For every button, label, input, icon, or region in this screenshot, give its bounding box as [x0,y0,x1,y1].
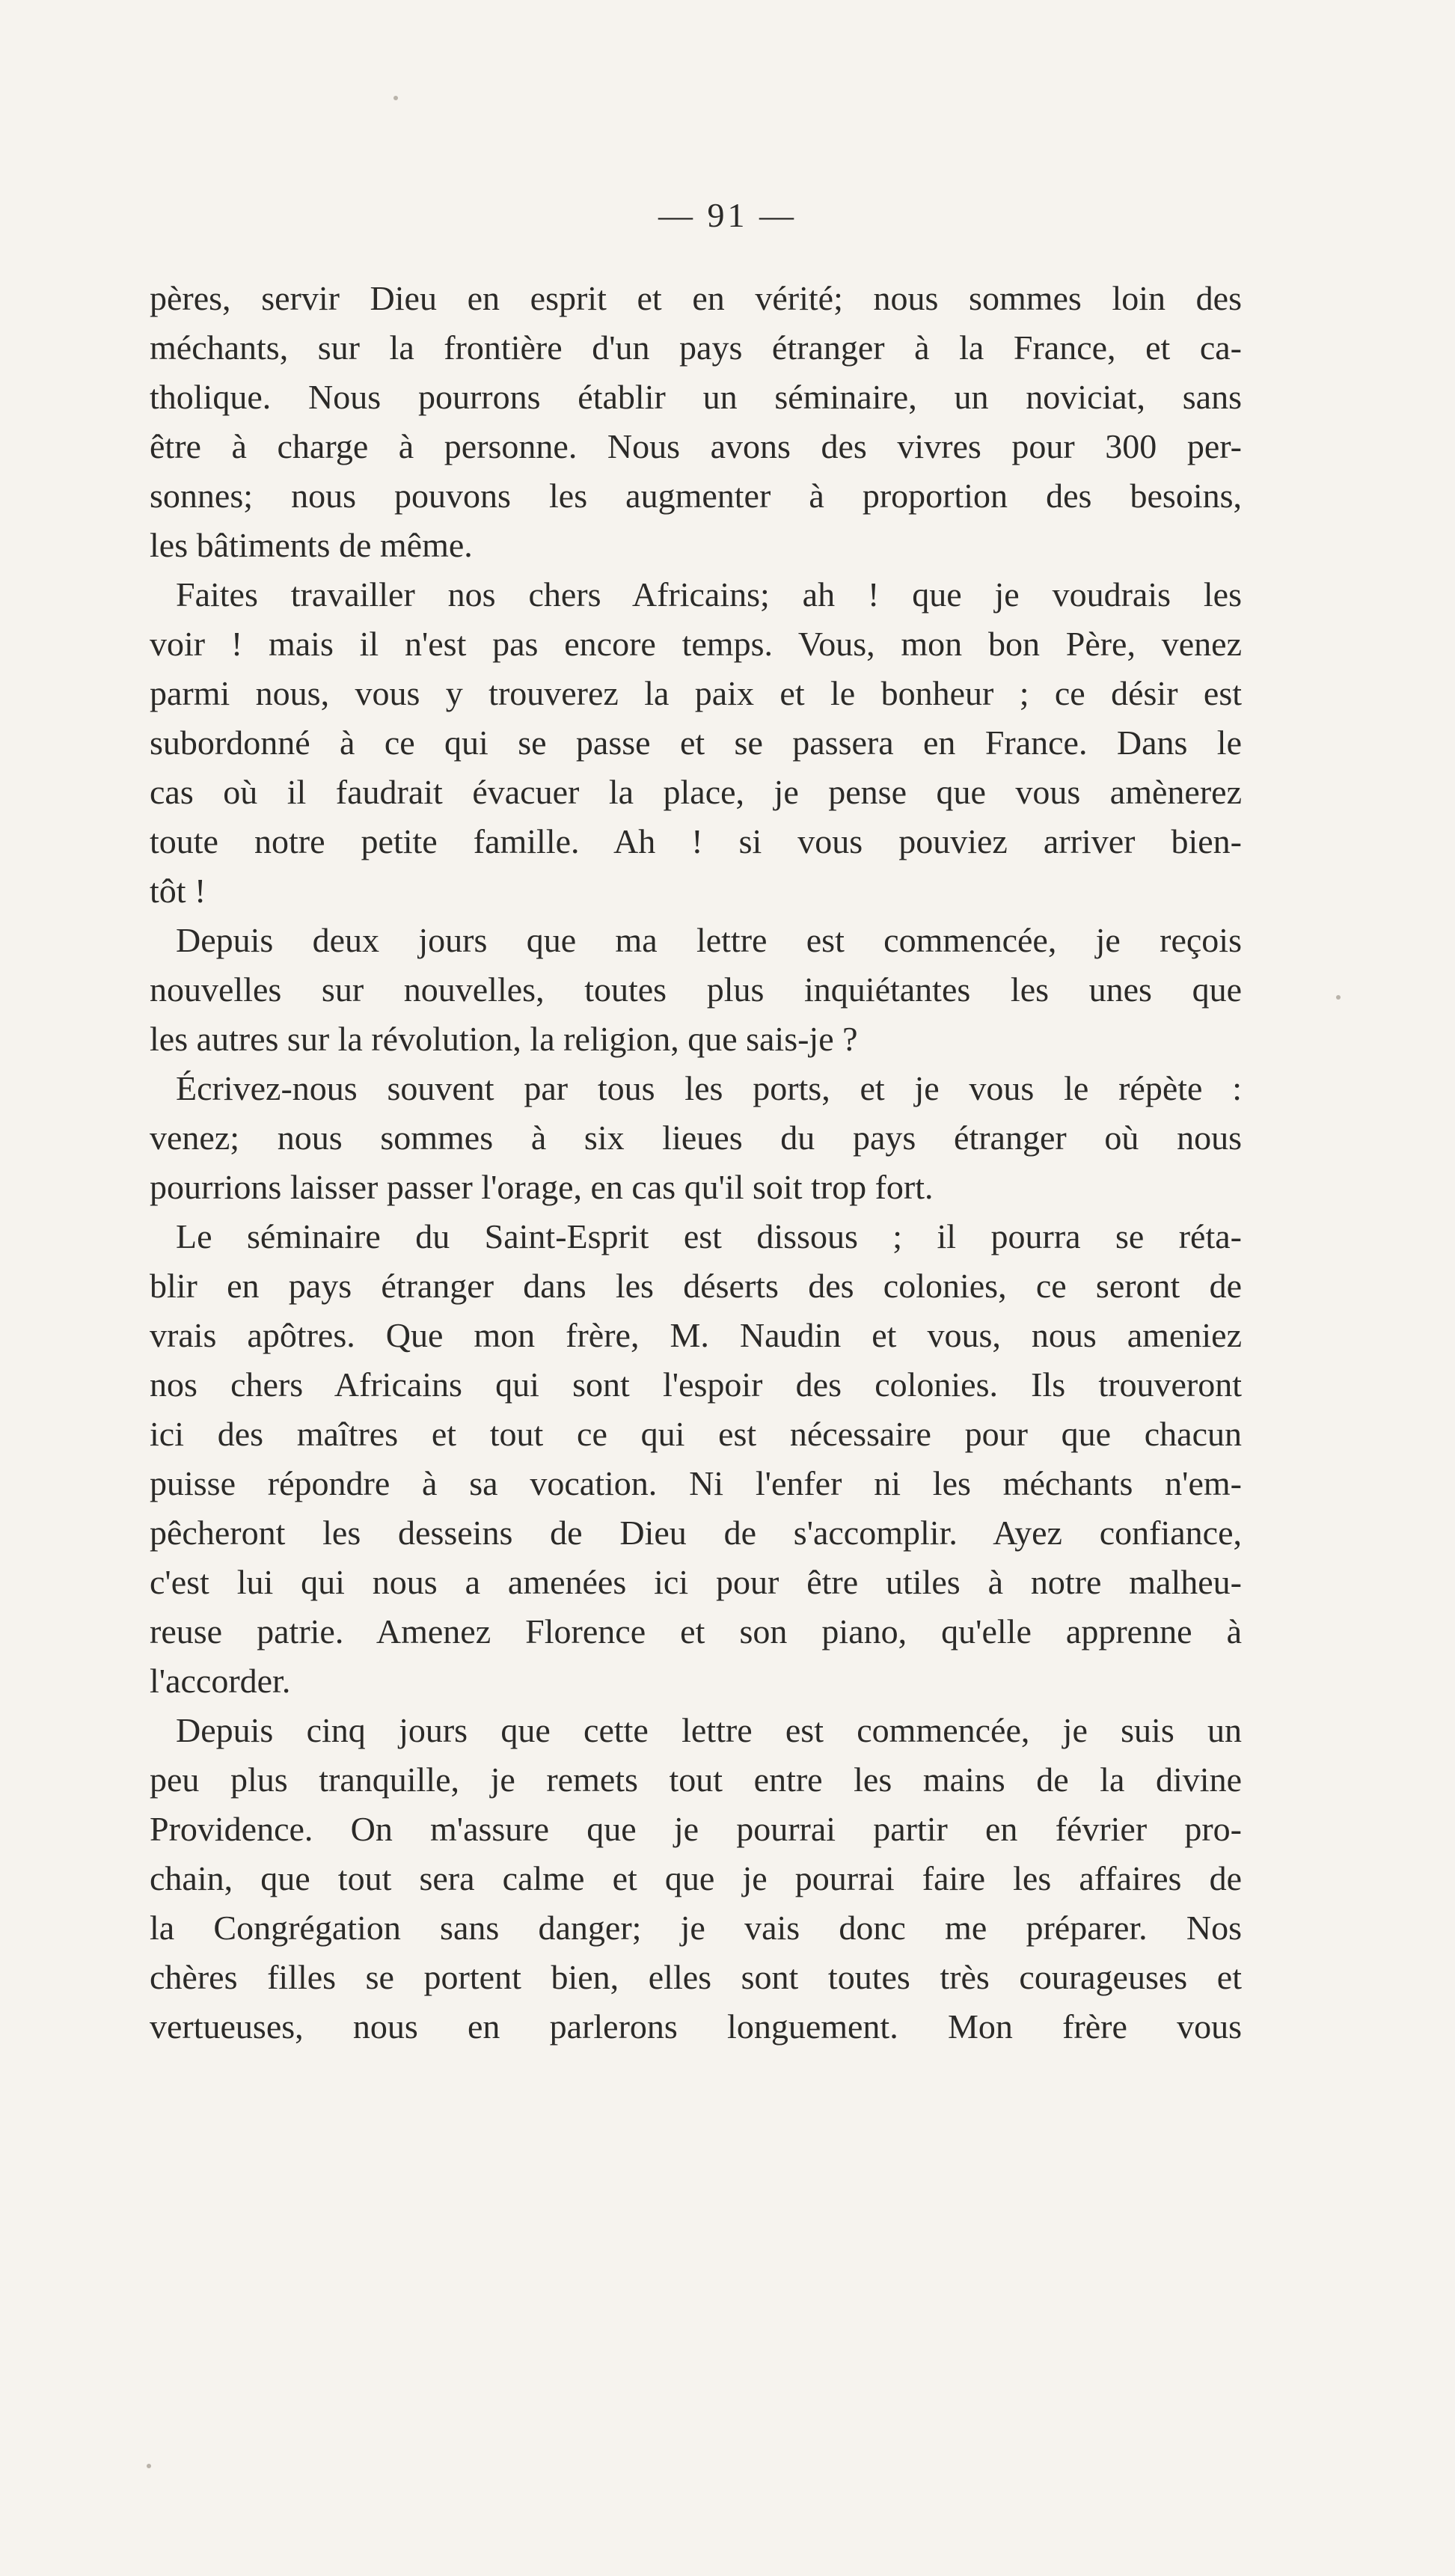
body-text [150,274,1242,2052]
text-line: toute notre petite famille. Ah ! si vous pouviez arriver bien- [150,822,1242,860]
text-line: ici des maîtres et tout ce qui est nécessaire pour que chacun [150,1415,1242,1453]
text-line: peu plus tranquille, je remets tout entre les mains de la divine [150,1760,1242,1799]
page-number: — 91 — [658,196,797,234]
paper-speck [1336,995,1341,1000]
text-line: sonnes; nous pouvons les augmenter à proportion des besoins, [150,477,1242,515]
text-line: Providence. On m'assure que je pourrai partir en février pro- [150,1810,1242,1848]
text-line: reuse patrie. Amenez Florence et son piano, qu'elle apprenne à [150,1612,1242,1650]
text-line: voir ! mais il n'est pas encore temps. Vous, mon bon Père, venez [150,625,1242,663]
text-line: vrais apôtres. Que mon frère, M. Naudin et vous, nous ameniez [150,1316,1242,1354]
text-line: l'accorder. [150,1662,291,1700]
text-line: Faites travailler nos chers Africains; ah ! que je voudrais les [176,575,1242,614]
text-line: nouvelles sur nouvelles, toutes plus inquiétantes les unes que [150,970,1242,1009]
text-line: puisse répondre à sa vocation. Ni l'enfer ni les méchants n'em- [150,1464,1242,1502]
paper-speck [147,2464,151,2468]
text-line: c'est lui qui nous a amenées ici pour être utiles à notre malheu- [150,1563,1242,1601]
text-line: Depuis deux jours que ma lettre est commencée, je reçois [176,921,1242,959]
text-line: chain, que tout sera calme et que je pourrai faire les affaires de [150,1859,1242,1897]
text-line: Écrivez-nous souvent par tous les ports, et je vous le répète : [176,1069,1242,1107]
text-line: vertueuses, nous en parlerons longuement. Mon frère vous [150,2007,1242,2046]
text-line: nos chers Africains qui sont l'espoir des colonies. Ils trouveront [150,1365,1242,1404]
text-line: subordonné à ce qui se passe et se passera en France. Dans le [150,723,1242,762]
text-line: pêcheront les desseins de Dieu de s'accomplir. Ayez confiance, [150,1514,1242,1552]
paper-speck [393,96,398,100]
text-line: tôt ! [150,872,206,910]
text-line: méchants, sur la frontière d'un pays étranger à la France, et ca- [150,328,1242,367]
text-line: tholique. Nous pourrons établir un séminaire, un noviciat, sans [150,378,1242,416]
text-line: pères, servir Dieu en esprit et en vérité; nous sommes loin des [150,279,1242,317]
text-line: venez; nous sommes à six lieues du pays étranger où nous [150,1119,1242,1157]
text-line: être à charge à personne. Nous avons des vivres pour 300 per- [150,427,1242,465]
text-line: la Congrégation sans danger; je vais donc me préparer. Nos [150,1909,1242,1947]
text-line: Depuis cinq jours que cette lettre est commencée, je suis un [176,1711,1242,1749]
text-line: Le séminaire du Saint-Esprit est dissous ; il pourra se réta- [176,1217,1242,1255]
text-line: pourrions laisser passer l'orage, en cas qu'il soit trop fort. [150,1168,934,1206]
text-line: blir en pays étranger dans les déserts des colonies, ce seront de [150,1267,1242,1305]
text-line: les autres sur la révolution, la religion, que sais-je ? [150,1020,858,1058]
text-line: les bâtiments de même. [150,526,473,564]
text-line: cas où il faudrait évacuer la place, je pense que vous amènerez [150,773,1242,811]
text-line: parmi nous, vous y trouverez la paix et le bonheur ; ce désir est [150,674,1242,712]
text-line: chères filles se portent bien, elles sont toutes très courageuses et [150,1958,1242,1996]
